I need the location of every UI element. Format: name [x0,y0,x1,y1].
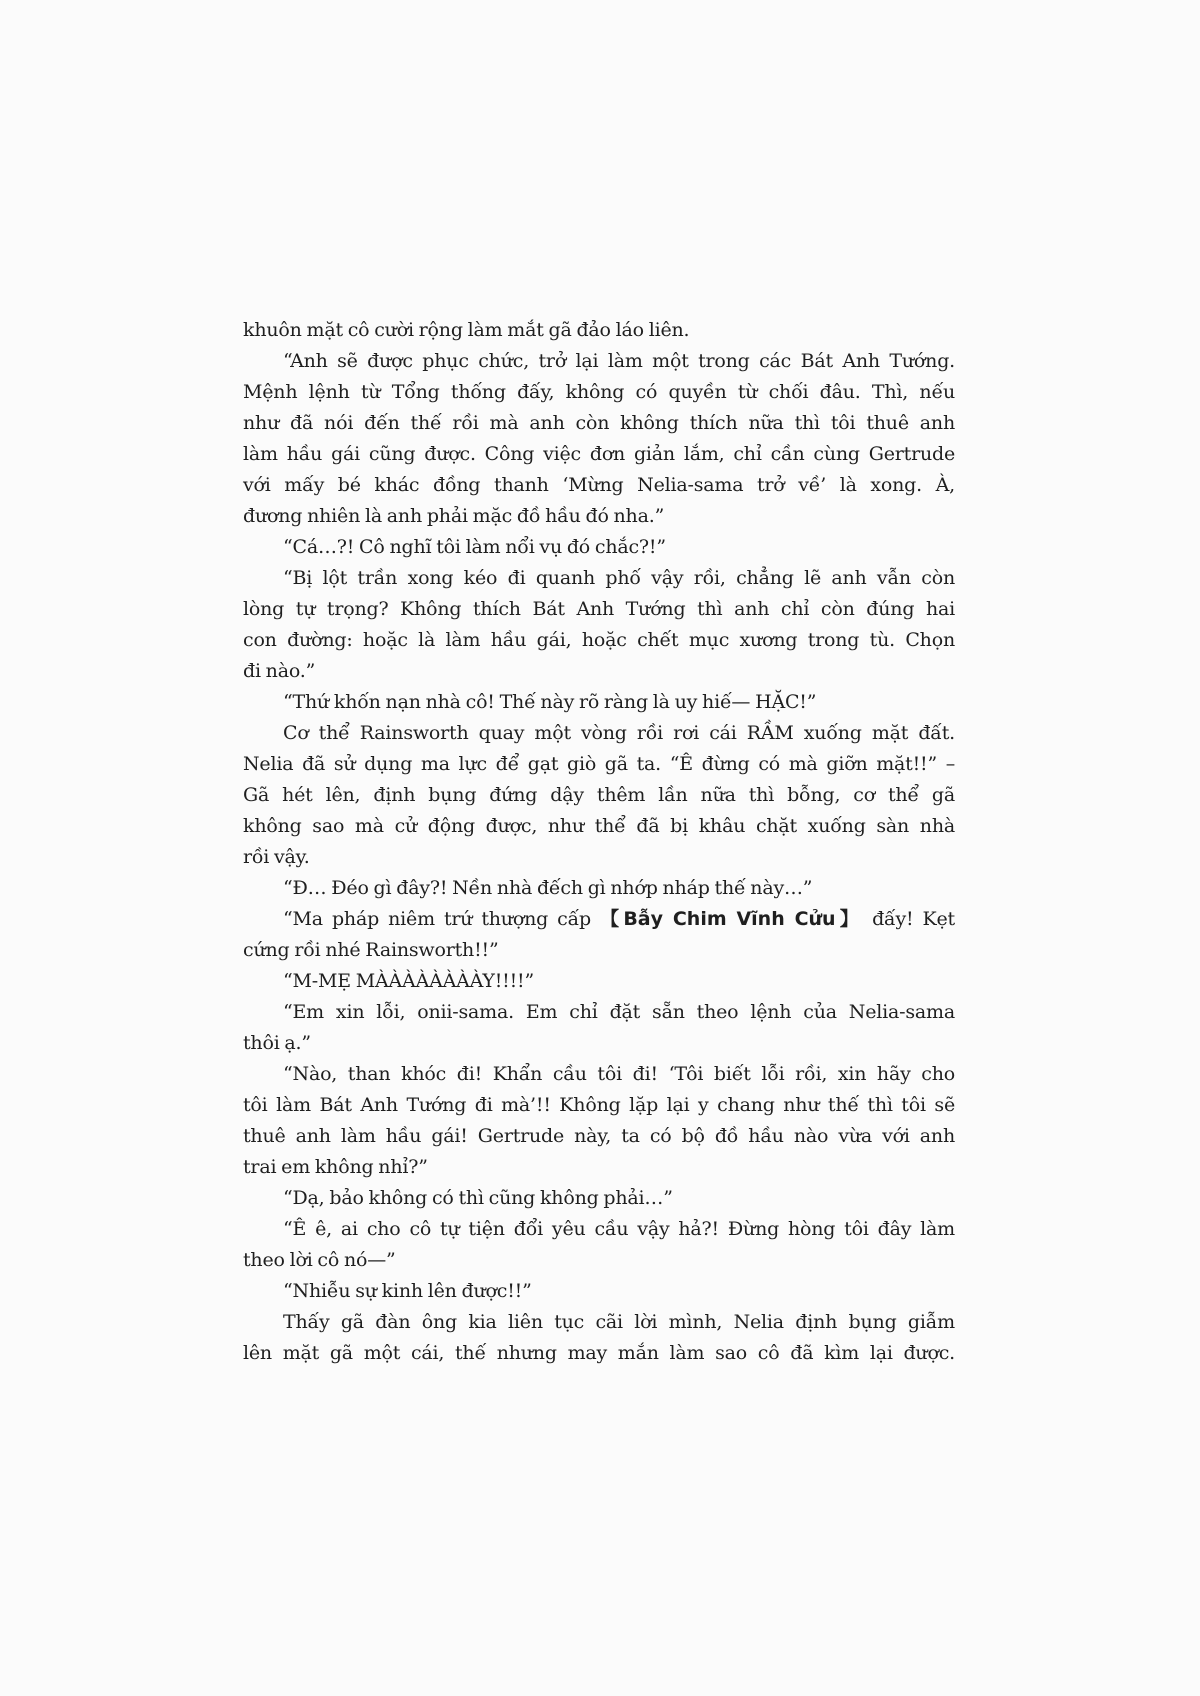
text-line: “Cá…?! Cô nghĩ tôi làm nổi vụ đó chắc?!” [283,536,666,558]
text-line: khuôn mặt cô cười rộng làm mắt gã đảo láo liên. [243,319,690,341]
body-text [243,315,955,1369]
text-line: Gã hét lên, định bụng đứng dậy thêm lần nữa thì bỗng, cơ thể gã [243,784,955,806]
text-line: Nelia đã sử dụng ma lực để gạt giò gã ta. “Ê đừng có mà giỡn mặt!!” – [243,753,955,775]
spell-name: 【Bẫy Chim Vĩnh Cửu】 [600,908,864,930]
text-line: con đường: hoặc là làm hầu gái, hoặc chết mục xương trong tù. Chọn [243,629,955,651]
text-line: làm hầu gái cũng được. Công việc đơn giản lắm, chỉ cần cùng Gertrude [243,443,955,465]
text-line: thôi ạ.” [243,1032,311,1054]
text-line: “Anh sẽ được phục chức, trở lại làm một trong các Bát Anh Tướng. [283,350,955,372]
text-line: cứng rồi nhé Rainsworth!!” [243,939,499,961]
text-line: “Bị lột trần xong kéo đi quanh phố vậy rồi, chẳng lẽ anh vẫn còn [283,567,955,589]
text-line: “M-MẸ MÀÀÀÀÀÀÀÀY!!!!” [283,970,535,992]
text-line: “Dạ, bảo không có thì cũng không phải…” [283,1187,673,1209]
text-line: Thấy gã đàn ông kia liên tục cãi lời mình, Nelia định bụng giẫm [283,1311,955,1333]
text-line: Mệnh lệnh từ Tổng thống đấy, không có quyền từ chối đâu. Thì, nếu [243,381,955,403]
text-line: thuê anh làm hầu gái! Gertrude này, ta có bộ đồ hầu nào vừa với anh [243,1125,955,1147]
text-line: lòng tự trọng? Không thích Bát Anh Tướng thì anh chỉ còn đúng hai [243,598,955,620]
text-line: “Nhiễu sự kinh lên được!!” [283,1280,532,1302]
text-line: không sao mà cử động được, như thể đã bị khâu chặt xuống sàn nhà [243,815,955,837]
text-line: với mấy bé khác đồng thanh ‘Mừng Nelia-sama trở về’ là xong. À, [243,474,955,496]
text-line: “Đ… Đéo gì đây?! Nền nhà đếch gì nhớp nháp thế này…” [283,877,813,899]
text-line: “Ê ê, ai cho cô tự tiện đổi yêu cầu vậy hả?! Đừng hòng tôi đây làm [283,1218,955,1240]
text-line: “Em xin lỗi, onii-sama. Em chỉ đặt sẵn theo lệnh của Nelia-sama [283,1001,955,1023]
text-line: lên mặt gã một cái, thế nhưng may mắn làm sao cô đã kìm lại được. [243,1342,955,1364]
text-line: Cơ thể Rainsworth quay một vòng rồi rơi cái RẦM xuống mặt đất. [283,722,955,744]
text-line: đương nhiên là anh phải mặc đồ hầu đó nha.” [243,505,665,527]
text-line: trai em không nhỉ?” [243,1156,428,1178]
text-fragment: “Ma pháp niêm trứ thượng cấp [283,908,601,930]
text-line-with-spell-name [243,904,955,935]
text-line: “Nào, than khóc đi! Khẩn cầu tôi đi! ‘Tôi biết lỗi rồi, xin hãy cho [283,1063,955,1085]
text-line: tôi làm Bát Anh Tướng đi mà’!! Không lặp lại y chang như thế thì tôi sẽ [243,1094,955,1116]
text-line: theo lời cô nó—” [243,1249,396,1271]
text-line: “Thứ khốn nạn nhà cô! Thế này rõ ràng là uy hiế— HẶC!” [283,691,817,713]
text-line: đi nào.” [243,660,316,682]
text-line: như đã nói đến thế rồi mà anh còn không thích nữa thì tôi thuê anh [243,412,955,434]
text-line: rồi vậy. [243,846,310,868]
text-fragment: đấy! Kẹt [863,908,955,930]
